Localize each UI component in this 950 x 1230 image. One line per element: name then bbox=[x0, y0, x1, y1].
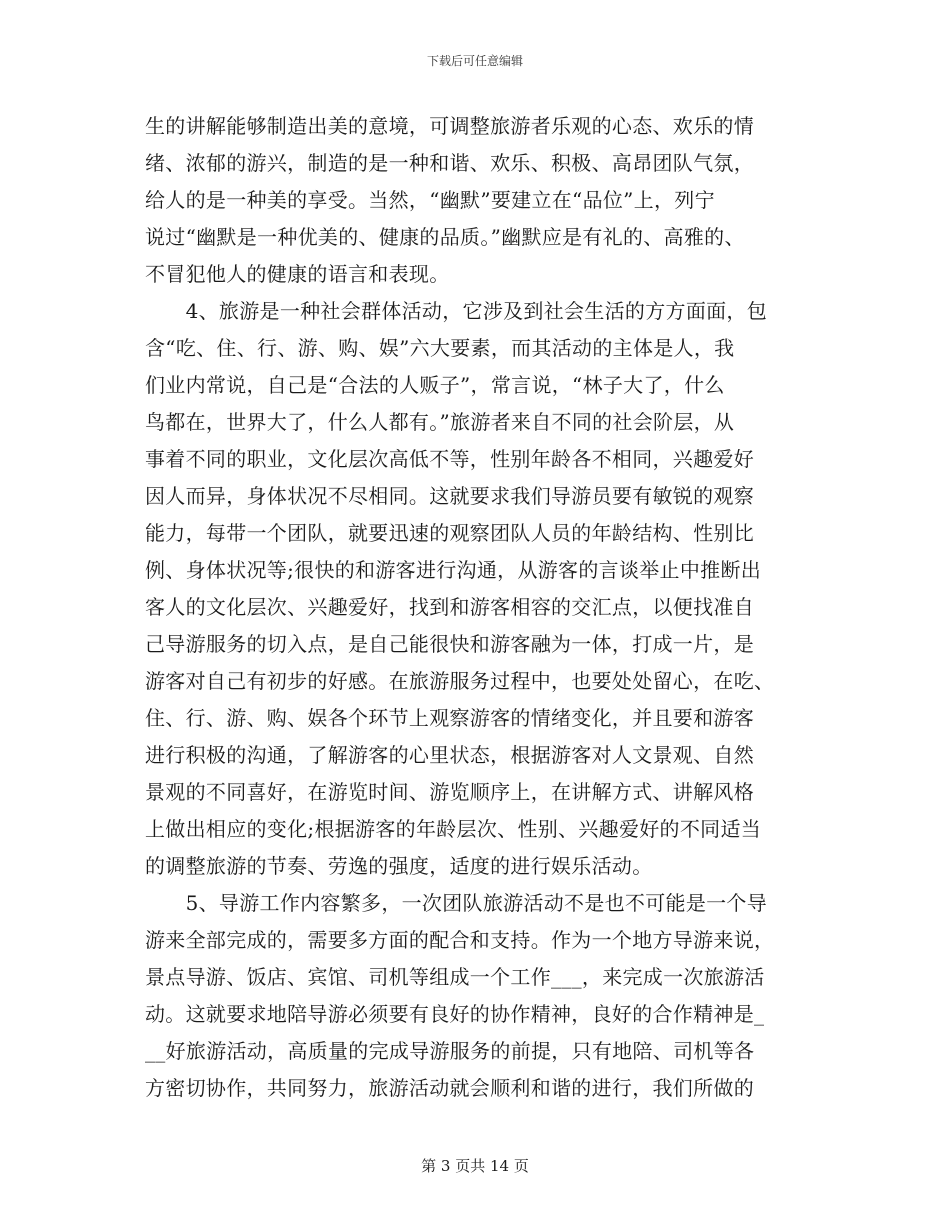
document-body bbox=[145, 108, 815, 1107]
page-header-note: 下载后可任意编辑 bbox=[426, 54, 523, 68]
text-line: 进行积极的沟通，了解游客的心里状态，根据游客对人文景观、自然 bbox=[145, 743, 754, 767]
text-line: 事着不同的职业，文化层次高低不等，性别年龄各不相同，兴趣爱好 bbox=[145, 447, 754, 471]
text-line: 住、行、游、购、娱各个环节上观察游客的情绪变化，并且要和游客 bbox=[145, 706, 754, 730]
text-line: 鸟都在，世界大了，什么人都有。”旅游者来自不同的社会阶层，从 bbox=[145, 410, 735, 434]
text-line: 景观的不同喜好，在游览时间、游览顺序上，在讲解方式、讲解风格 bbox=[145, 780, 754, 804]
text-line: 生的讲解能够制造出美的意境，可调整旅游者乐观的心态、欢乐的情 bbox=[145, 114, 754, 138]
text-line: 因人而异，身体状况不尽相同。这就要求我们导游员要有敏锐的观察 bbox=[145, 484, 754, 508]
text-line: 5、导游工作内容繁多，一次团队旅游活动不是也不可能是一个导 bbox=[145, 891, 768, 915]
page-number: 第 3 页共 14 页 bbox=[421, 1157, 529, 1175]
text-line: 游来全部完成的，需要多方面的配合和支持。作为一个地方导游来说， bbox=[145, 928, 775, 952]
text-line: 绪、浓郁的游兴，制造的是一种和谐、欢乐、积极、高昂团队气氛， bbox=[145, 151, 754, 175]
text-line: 4、旅游是一种社会群体活动，它涉及到社会生活的方方面面，包 bbox=[145, 299, 768, 323]
text-line: 景点导游、饭店、宾馆、司机等组成一个工作___，来完成一次旅游活 bbox=[145, 965, 765, 989]
text-line: 的调整旅游的节奏、劳逸的强度，适度的进行娱乐活动。 bbox=[145, 854, 653, 878]
text-line: 上做出相应的变化;根据游客的年龄层次、性别、兴趣爱好的不同适当 bbox=[145, 817, 762, 841]
text-line: 方密切协作，共同努力，旅游活动就会顺利和谐的进行，我们所做的 bbox=[145, 1076, 754, 1100]
text-line: 能力，每带一个团队，就要迅速的观察团队人员的年龄结构、性别比 bbox=[145, 521, 754, 545]
text-line: 说过“幽默是一种优美的、健康的品质。”幽默应是有礼的、高雅的、 bbox=[145, 225, 745, 249]
text-line: 给人的是一种美的享受。当然，“幽默”要建立在“品位”上，列宁 bbox=[145, 188, 715, 212]
text-line: 含“吃、住、行、游、购、娱”六大要素，而其活动的主体是人，我 bbox=[145, 336, 735, 360]
text-line: 动。这就要求地陪导游必须要有良好的协作精神，良好的合作精神是_ bbox=[145, 1002, 765, 1026]
text-line: 们业内常说，自己是“合法的人贩子”，常言说，“林子大了，什么 bbox=[145, 373, 725, 397]
text-line: __好旅游活动，高质量的完成导游服务的前提，只有地陪、司机等各 bbox=[145, 1039, 755, 1063]
text-line: 己导游服务的切入点，是自己能很快和游客融为一体，打成一片，是 bbox=[145, 632, 754, 656]
text-line: 游客对自己有初步的好感。在旅游服务过程中，也要处处留心，在吃、 bbox=[145, 669, 775, 693]
text-line: 例、身体状况等;很快的和游客进行沟通，从游客的言谈举止中推断出 bbox=[145, 558, 762, 582]
text-line: 不冒犯他人的健康的语言和表现。 bbox=[145, 262, 450, 286]
text-line: 客人的文化层次、兴趣爱好，找到和游客相容的交汇点，以便找准自 bbox=[145, 595, 754, 619]
